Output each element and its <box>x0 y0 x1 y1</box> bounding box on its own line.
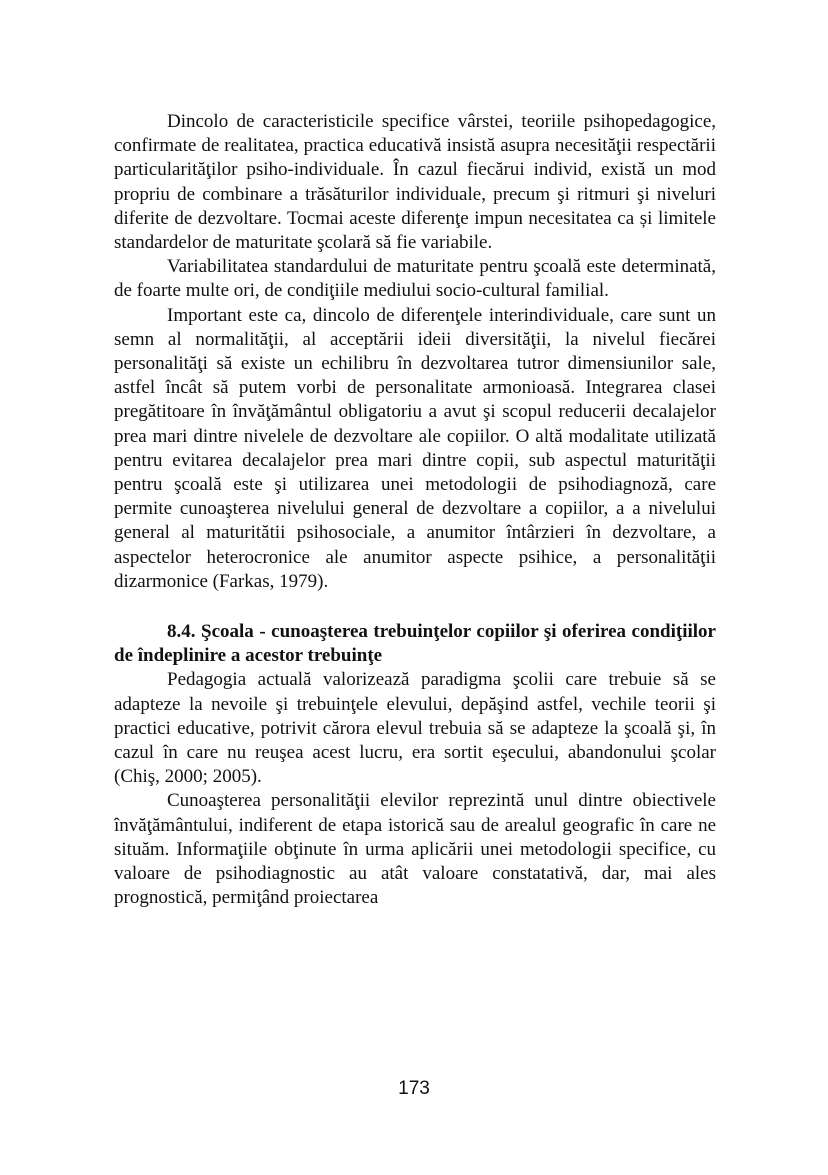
paragraph-1: Dincolo de caracteristicile specifice vârstei, teoriile psihopedagogice, confirmate de realitatea, practica educativă insistă asupra necesităţii respectării particularităţilor psiho-individuale. În cazul fiecărui individ, există un mod propriu de combinare a trăsăturilor individuale, precum şi ritmuri şi niveluri diferite de dezvoltare. Tocmai aceste diferenţe impun necesitatea ca și limitele standardelor de maturitate şcolară să fie variabile. <box>114 111 716 254</box>
paragraph-2: Variabilitatea standardului de maturitate pentru şcoală este determinată, de foarte multe ori, de condiţiile mediului socio-cultural familial. <box>114 256 716 302</box>
paragraph-5: Cunoaşterea personalităţii elevilor reprezintă unul dintre obiectivele învăţământului, indiferent de etapa istorică sau de arealul geografic în care ne situăm. Informaţiile obţinute în urma aplicării unei metodologii specifice, cu valoare de psihodiagnostic au atât valoare constatativă, dar, mai ales prognostică, permiţând proiectarea <box>114 790 716 909</box>
paragraph-4: Pedagogia actuală valorizează paradigma şcolii care trebuie să se adapteze la nevoile şi trebuinţele elevului, depăşind astfel, vechile teorii şi practici educative, potrivit cărora elevul trebuia să se adapteze la şcoală şi, în cazul în care nu reuşea acest lucru, era sortit eşecului, abandonului şcolar (Chiş, 2000; 2005). <box>114 669 716 788</box>
section-heading: 8.4. Şcoala - cunoaşterea trebuinţelor copiilor şi oferirea condiţiilor de îndeplinire a acestor trebuinţe <box>114 621 716 667</box>
page-number: 173 <box>398 1078 430 1099</box>
paragraph-3: Important este ca, dincolo de diferenţele interindividuale, care sunt un semn al normalităţii, al acceptării ideii diversităţii, la nivelul fiecărei personalităţi să existe un echilibru în dezvoltarea tutror dimensiunilor sale, astfel încât să putem vorbi de personalitate armonioasă. Integrarea clasei pregătitoare în învăţământul obligatoriu a avut şi scopul reducerii decalajelor prea mari dintre nivelele de dezvoltare ale copiilor. O altă modalitate utilizată pentru evitarea decalajelor prea mari dintre copii, sub aspectul maturităţii pentru şcoală este şi utilizarea unei metodologii de psihodiagnoză, care permite cunoaşterea nivelului general de dezvoltare a copiilor, a a nivelului general al maturitătii psihosociale, a anumitor întârzieri în dezvoltare, a aspectelor heterocronice ale anumitor aspecte psihice, a personalităţii dizarmonice (Farkas, 1979). <box>114 304 716 592</box>
page-body <box>114 110 716 911</box>
